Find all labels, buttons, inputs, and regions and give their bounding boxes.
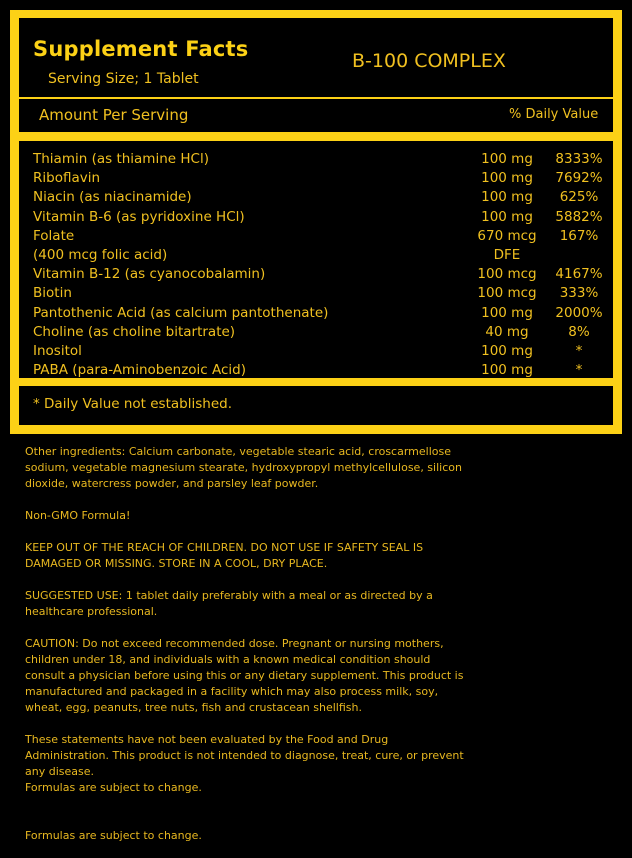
nutrient-daily-value: 5882% bbox=[555, 208, 603, 225]
nutrient-name: Vitamin B-12 (as cyanocobalamin) bbox=[33, 266, 266, 283]
nutrient-amount: 100 mg bbox=[481, 170, 533, 187]
title-box bbox=[19, 18, 613, 97]
nutrient-name: Vitamin B-6 (as pyridoxine HCl) bbox=[33, 208, 245, 225]
nutrient-row bbox=[19, 343, 613, 362]
nutrient-name: (400 mcg folic acid) bbox=[33, 247, 168, 263]
footnote: * Daily Value not established. bbox=[33, 396, 232, 412]
nutrient-name: Biotin bbox=[33, 285, 72, 302]
supplement-facts-panel bbox=[10, 10, 622, 434]
nutrient-amount: 100 mg bbox=[481, 343, 533, 359]
nutrient-amount: 100 mcg bbox=[477, 285, 537, 302]
nutrient-daily-value: * bbox=[575, 343, 583, 359]
nutrient-daily-value: 333% bbox=[559, 285, 599, 302]
nutrient-daily-value: 4167% bbox=[555, 266, 603, 283]
nutrient-amount: 100 mcg bbox=[477, 266, 537, 283]
table-header bbox=[19, 99, 613, 132]
nutrient-name: Niacin (as niacinamide) bbox=[33, 189, 192, 206]
product-name: B-100 COMPLEX bbox=[352, 50, 506, 72]
nutrient-daily-value: 167% bbox=[559, 227, 599, 244]
other-ingredients: Other ingredients: Calcium carbonate, vegetable stearic acid, croscarmellose sodium, vegetable magnesium stearate, hydroxypropyl methylcellulose, silicon dioxide, watercress powder, and parsley leaf powder. bbox=[25, 445, 462, 490]
nutrient-row bbox=[19, 151, 613, 170]
nutrient-row bbox=[19, 362, 613, 381]
nutrient-daily-value: 7692% bbox=[555, 170, 603, 187]
nutrient-name: Riboflavin bbox=[33, 170, 101, 187]
nutrient-daily-value: 8333% bbox=[555, 151, 603, 167]
nutrient-row bbox=[19, 266, 613, 285]
nutrient-row bbox=[19, 247, 613, 266]
nutrient-amount: 40 mg bbox=[485, 323, 529, 340]
fda-disclaimer: These statements have not been evaluated by the Food and Drug Administration. This product is not intended to diagnose, treat, cure, or prevent any disease. bbox=[25, 733, 464, 778]
nutrient-daily-value: * bbox=[575, 362, 583, 379]
nutrient-daily-value: 8% bbox=[568, 323, 590, 340]
nutrient-name: Pantothenic Acid (as calcium pantothenate) bbox=[33, 304, 329, 321]
nutrient-name: Choline (as choline bitartrate) bbox=[33, 323, 236, 340]
nutrient-row bbox=[19, 209, 613, 228]
panel-title: Supplement Facts bbox=[33, 37, 249, 61]
nutrient-name: Inositol bbox=[33, 343, 82, 359]
nutrient-amount: DFE bbox=[493, 247, 521, 263]
footnote-box bbox=[19, 386, 613, 425]
nutrient-name: Folate bbox=[33, 227, 75, 244]
formulas-note-repeat: Formulas are subject to change. bbox=[25, 829, 202, 842]
nutrient-row bbox=[19, 170, 613, 189]
nutrient-amount: 670 mcg bbox=[477, 227, 537, 244]
nutrient-amount: 100 mg bbox=[481, 208, 533, 225]
nutrient-daily-value: 2000% bbox=[555, 304, 603, 321]
suggested-use: SUGGESTED USE: 1 tablet daily preferably with a meal or as directed by a healthcare professional. bbox=[25, 589, 433, 618]
amount-per-serving-label: Amount Per Serving bbox=[39, 106, 189, 124]
nutrient-table bbox=[19, 141, 613, 378]
nutrient-name: Thiamin (as thiamine HCl) bbox=[33, 151, 209, 167]
nutrient-row bbox=[19, 305, 613, 324]
nutrient-name: PABA (para-Aminobenzoic Acid) bbox=[33, 362, 247, 379]
nutrient-row bbox=[19, 324, 613, 343]
daily-value-label: % Daily Value bbox=[509, 107, 599, 122]
safety-warning: KEEP OUT OF THE REACH OF CHILDREN. DO NOT USE IF SAFETY SEAL IS DAMAGED OR MISSING. STORE IN A COOL, DRY PLACE. bbox=[25, 541, 424, 570]
nutrient-amount: 100 mg bbox=[481, 304, 533, 321]
nutrient-daily-value: 625% bbox=[559, 189, 599, 206]
nutrient-amount: 100 mg bbox=[481, 189, 533, 206]
nutrient-row bbox=[19, 285, 613, 304]
nutrient-amount: 100 mg bbox=[481, 362, 533, 379]
non-gmo-note: Non-GMO Formula! bbox=[25, 509, 131, 522]
caution-text: CAUTION: Do not exceed recommended dose. Pregnant or nursing mothers, children under 18, and individuals with a known medical condition should consult a physician before using this or any dietary supplement. This product is manufactured and packaged in a facility which may also process milk, soy, wheat, egg, peanuts, tree nuts, fish and crustacean shellfish. bbox=[25, 637, 464, 714]
nutrient-row bbox=[19, 189, 613, 208]
nutrient-row bbox=[19, 228, 613, 247]
nutrient-amount: 100 mg bbox=[481, 151, 533, 167]
formulas-note: Formulas are subject to change. bbox=[25, 781, 202, 794]
serving-size: Serving Size; 1 Tablet bbox=[48, 71, 199, 87]
